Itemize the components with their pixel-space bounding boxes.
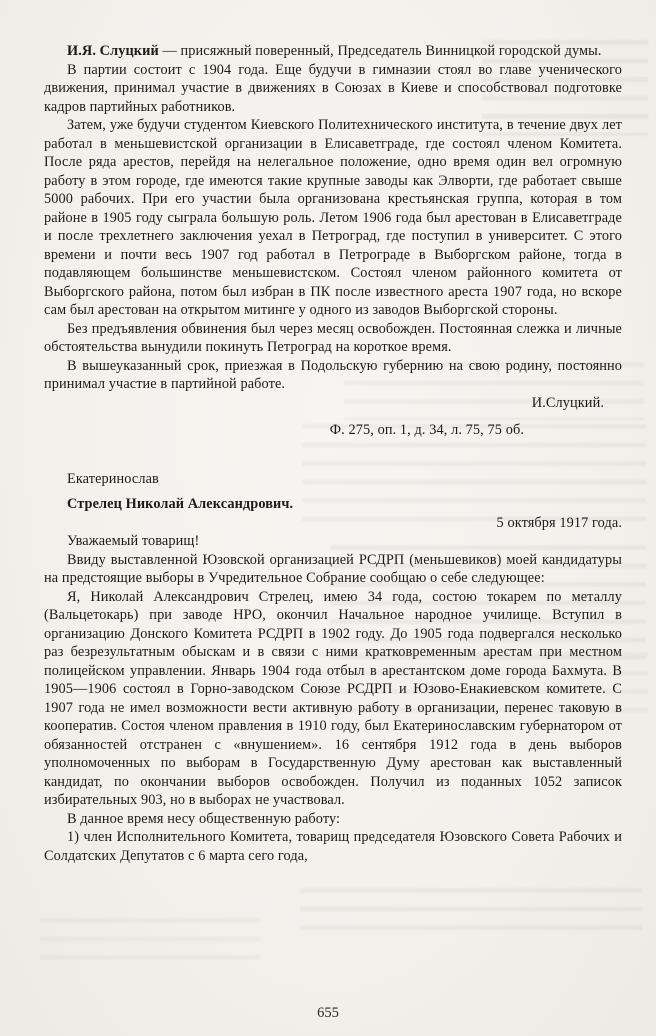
archive-reference: Ф. 275, оп. 1, д. 34, л. 75, 75 об. — [329, 422, 524, 438]
page-number: 655 — [317, 1005, 339, 1021]
person-name-strelets: Стрелец Николай Александрович. — [67, 496, 294, 512]
paragraph-slutsky-intro — [44, 42, 622, 61]
paragraph-strelets-4: 1) член Исполнительного Комитета, товарищ председателя Юзовского Совета Рабочих и Солдатских Депутатов с 6 марта сего года, — [44, 829, 622, 864]
letter-city: Екатеринослав — [67, 470, 159, 487]
paragraph-slutsky-2: В партии состоит с 1904 года. Еще будучи в гимназии стоял во главе ученического движения, принимал участие в движениях в Союзах в Киеве и способствовал подготовке кадров партийных работников. — [44, 61, 622, 115]
paragraph-slutsky-3: Затем, уже будучи студентом Киевского Политехнического института, в течение двух лет работал в меньшевистской организации в Елисаветграде, где состоял членом Комитета. После ряда арестов, перейдя на нелегальное положение, одно время один вел огромную работу в этом городе, где имеются такие крупные заводы как Элворти, где работает свыше 5000 рабочих. При его участии была организована крестьянская группа, которая в том районе в 1905 году сыграла большую роль. Летом 1906 года был арестован в Елисаветграде и после трехлетнего заключения уехал в Петроград, где поступил в университет. С этого времени и почти весь 1907 год работал в Петрограде в Выборгском районе, тогда в подавляющем большинстве меньшевистском. Состоял членом районного комитета от Выборгского района, потом был избран в ПК после известного ареста 1907 года, но вскоре сам был арестован на открытом митинге у одного из заводов Выборгской стороны. — [44, 117, 622, 318]
paragraph-slutsky-5: В вышеуказанный срок, приезжая в Подольскую губернию на свою родину, постоянно принимал участие в партийной работе. — [44, 357, 622, 392]
letter-salutation: Уважаемый товарищ! — [67, 533, 200, 549]
paragraph-slutsky-4: Без предъявления обвинения был через месяц освобожден. Постоянная слежка и личные обстоятельства вынудили покинуть Петроград на короткое время. — [44, 320, 622, 355]
bleedthrough-artifact — [40, 918, 260, 970]
paragraph-strelets-2: Я, Николай Александрович Стрелец, имею 34 года, состою токарем по металлу (Вальцетокарь) при заводе НРО, окончил Начальное народное училище. Вступил в организацию Донского Комитета РСДРП в 1902 году. До 1905 года подвергался несколько раз безрезультатным обыскам и в связи с ними кратковременным арестам при местном полицейском управлении. Январь 1904 года отбыл в арестантском доме города Бахмута. В 1905—1906 состоял в Горно-заводском Союзе РСДРП и Юзово-Енакиевском комитете. С 1907 года не имел возможности вести активную работу в организации, перенес таковую в кооператив. Состоя членом правления в 1910 году, был Екатеринославским губернатором от обязанностей отстранен с «внушением». 16 сентября 1912 года в день выборов уполномоченных по выборам в Государственную Думу арестован как выставленный кандидат, по окончании выборов освобожден. Получил из поданных 1052 записок избирательных 903, но в выборах не участвовал. — [44, 588, 622, 808]
paragraph-strelets-3: В данное время несу общественную работу: — [67, 810, 341, 827]
paragraph-strelets-1: Ввиду выставленной Юзовской организацией РСДРП (меньшевиков) моей кандидатуры на предстоящие выборы в Учредительное Собрание сообщаю о себе следующее: — [44, 551, 622, 586]
document-body — [44, 42, 622, 865]
person-name-slutsky: И.Я. Слуцкий — [67, 43, 159, 59]
letter-date: 5 октября 1917 года. — [496, 514, 622, 531]
slutsky-intro-text: — присяжный поверенный, Председатель Винницкой городской думы. — [158, 43, 602, 59]
bleedthrough-artifact — [300, 888, 642, 938]
signature-slutsky: И.Слуцкий. — [531, 394, 604, 411]
